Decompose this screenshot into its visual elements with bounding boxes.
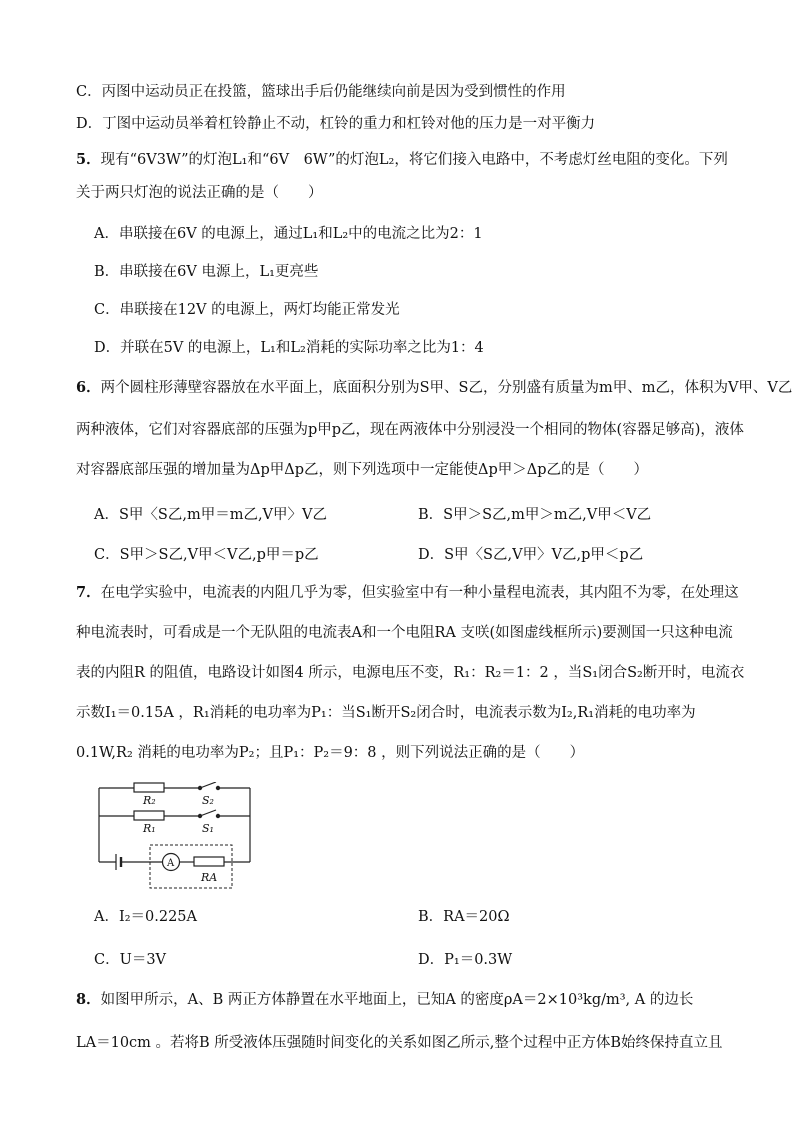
q6-stem-line2: 两种液体，它们对容器底部的压强为p甲p乙，现在两液体中分别浸没一个相同的物体(容器足够高)，液体	[76, 422, 744, 438]
q6-number: 6．	[76, 379, 101, 396]
q4-option-c: C．丙图中运动员正在投篮，篮球出手后仍能继续向前是因为受到惯性的作用	[76, 84, 566, 100]
resistor-ra	[194, 857, 224, 866]
q7-option-b: B．RA＝20Ω	[418, 909, 510, 925]
label-s1: S₁	[202, 822, 214, 835]
q7-stem-line5: 0.1W,R₂ 消耗的电功率为P₂；且P₁：P₂＝9：8 ，则下列说法正确的是（ ）	[76, 745, 585, 761]
q5-stem-line1	[76, 150, 728, 170]
q6-text: 两个圆柱形薄壁容器放在水平面上，底面积分别为S甲、S乙，分别盛有质量为m甲、m乙，体积为V甲、V乙	[100, 380, 793, 396]
circuit-diagram	[92, 782, 262, 894]
label-r1: R₁	[143, 822, 156, 835]
label-s2: S₂	[202, 794, 214, 807]
q7-text: 在电学实验中，电流表的内阻几乎为零，但实验室中有一种小量程电流表，其内阻不为零，在处理这	[100, 585, 739, 601]
resistor-r1	[134, 811, 164, 820]
q5-option-d: D．并联在5V 的电源上，L₁和L₂消耗的实际功率之比为1：4	[94, 340, 484, 356]
q5-option-c: C．串联接在12V 的电源上，两灯均能正常发光	[94, 302, 400, 318]
q7-option-a: A．I₂＝0.225A	[94, 909, 197, 925]
label-ra: RA	[201, 871, 218, 884]
q5-text: 现有“6V3W”的灯泡L₁和“6V 6W”的灯泡L₂，将它们接入电路中，不考虑灯丝电阻的变化。下列	[100, 152, 728, 168]
q4-option-d: D．丁图中运动员举着杠铃静止不动，杠铃的重力和杠铃对他的压力是一对平衡力	[76, 116, 596, 132]
label-r2: R₂	[143, 794, 156, 807]
q5-option-b: B．串联接在6V 电源上，L₁更亮些	[94, 264, 319, 280]
q6-option-a: A．S甲〈S乙,m甲＝m乙,V甲〉V乙	[94, 507, 327, 523]
q6-option-d: D．S甲〈S乙,V甲〉V乙,p甲＜p乙	[418, 547, 644, 563]
q5-stem-line2: 关于两只灯泡的说法正确的是（ ）	[76, 185, 323, 201]
q5-number: 5．	[76, 151, 101, 168]
switch-s2	[200, 782, 216, 788]
q7-stem-line4: 示数I₁＝0.15A ，R₁消耗的电功率为P₁：当S₁断开S₂闭合时，电流表示数为I₂,R₁消耗的电功率为	[76, 705, 696, 721]
q7-option-c: C．U＝3V	[94, 952, 167, 968]
q6-stem-line3: 对容器底部压强的增加量为Δp甲Δp乙，则下列选项中一定能使Δp甲＞Δp乙的是（ ）	[76, 462, 649, 478]
q5-option-a: A．串联接在6V 的电源上，通过L₁和L₂中的电流之比为2：1	[94, 226, 483, 242]
q8-stem-line2: LA＝10cm 。若将B 所受液体压强随时间变化的关系如图乙所示,整个过程中正方体B始终保持直立且	[76, 1035, 723, 1051]
q7-stem-line1	[76, 583, 739, 603]
q8-stem-line1	[76, 990, 693, 1010]
q7-option-d: D．P₁＝0.3W	[418, 952, 513, 968]
q6-option-b: B．S甲＞S乙,m甲＞m乙,V甲＜V乙	[418, 507, 652, 523]
q8-number: 8．	[76, 991, 101, 1008]
label-ammeter: A	[167, 858, 175, 869]
resistor-r2	[134, 783, 164, 792]
switch-s1	[200, 810, 216, 816]
q7-stem-line2: 种电流表时，可看成是一个无队阻的电流表A和一个电阻RA 支咲(如图虚线框所示)要测国一只这种电流	[76, 625, 733, 641]
q6-option-c: C．S甲＞S乙,V甲＜V乙,p甲＝p乙	[94, 547, 319, 563]
q6-stem-line1	[76, 378, 792, 398]
q8-text: 如图甲所示，A、B 两正方体静置在水平地面上，已知A 的密度ρA＝2×10³kg/m³, A 的边长	[100, 992, 694, 1008]
q7-number: 7．	[76, 584, 101, 601]
q7-stem-line3: 表的内阻R 的阻值，电路设计如图4 所示，电源电压不变，R₁：R₂＝1：2 ，当S₁闭合S₂断开时，电流衣	[76, 665, 745, 681]
